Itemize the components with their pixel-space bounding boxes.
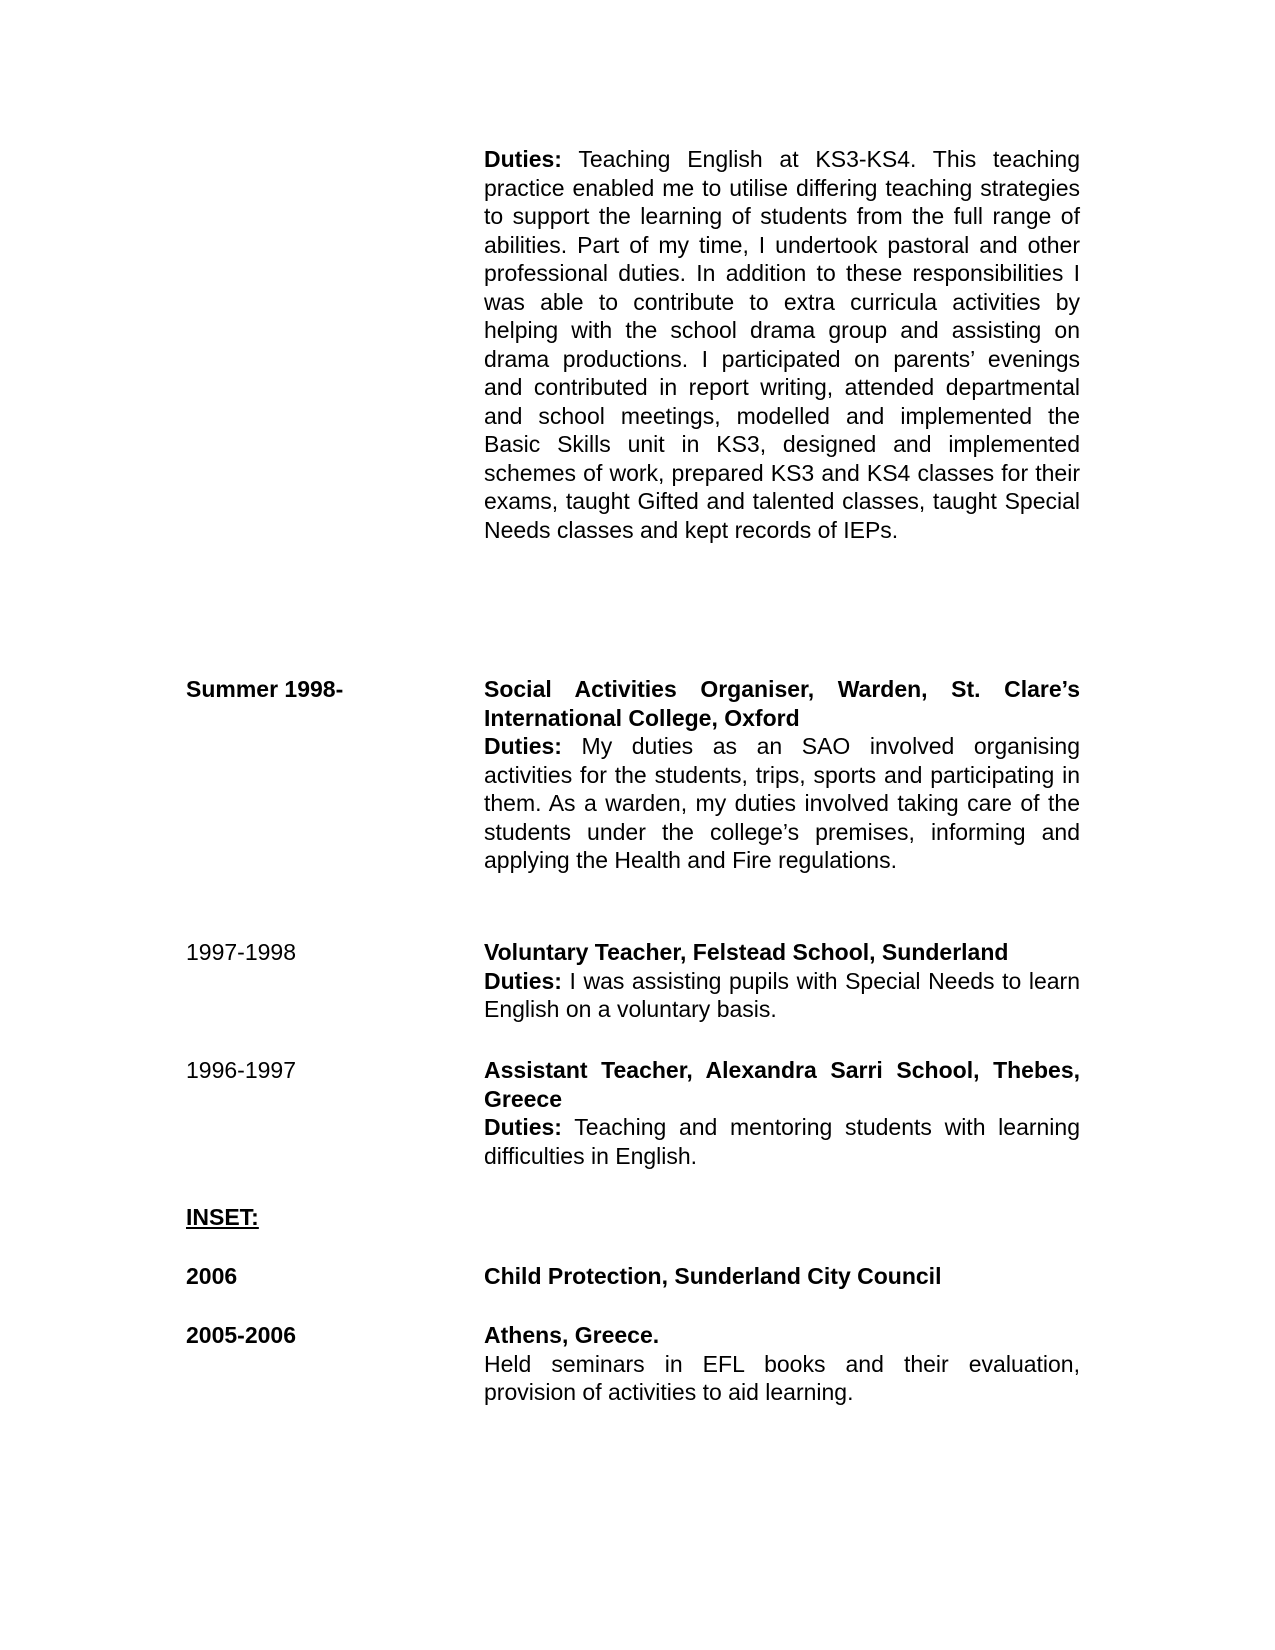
duties-text: I was assisting pupils with Special Needs to learn English on a voluntary basis. (484, 967, 1080, 1022)
experience-title: Social Activities Organiser, Warden, St. Clare’s International College, Oxford (484, 676, 1080, 731)
experience-duties (484, 967, 1080, 1024)
experience-title: Assistant Teacher, Alexandra Sarri School, Thebes, Greece (484, 1057, 1080, 1112)
intro-duties-block (484, 145, 1080, 544)
duties-label: Duties: (484, 967, 562, 994)
inset-entry (484, 1262, 1080, 1291)
intro-duties-paragraph (484, 145, 1080, 544)
duties-text: Teaching English at KS3-KS4. This teaching practice enabled me to utilise differing teaching strategies to support the learning of students from the full range of abilities. Part of my time, I undertook pastoral and other professional duties. In addition to these responsibilities I was able to contribute to extra curricula activities by helping with the school drama group and assisting on drama productions. I participated on parents’ evenings and contributed in report writing, attended departmental and school meetings, modelled and implemented the Basic Skills unit in KS3, designed and implemented schemes of work, prepared KS3 and KS4 classes for their exams, taught Gifted and talented classes, taught Special Needs classes and kept records of IEPs. (484, 146, 1080, 543)
inset-date: 2006 (186, 1263, 238, 1289)
inset-date: 2005-2006 (186, 1322, 296, 1348)
duties-label: Duties: (484, 733, 562, 759)
duties-label: Duties: (484, 146, 562, 172)
experience-duties (484, 732, 1080, 875)
experience-title: Voluntary Teacher, Felstead School, Sunderland (484, 939, 1009, 965)
inset-title: Child Protection, Sunderland City Council (484, 1263, 942, 1289)
inset-entry (484, 1321, 1080, 1407)
experience-entry (484, 1056, 1080, 1170)
experience-duties (484, 1113, 1080, 1170)
experience-entry (484, 675, 1080, 875)
duties-text: Teaching and mentoring students with learning difficulties in English. (484, 1114, 1080, 1169)
experience-date: Summer 1998- (186, 676, 344, 702)
inset-heading: INSET: (186, 1204, 259, 1230)
experience-date: 1997-1998 (186, 939, 296, 965)
inset-text: Held seminars in EFL books and their evaluation, provision of activities to aid learning. (484, 1350, 1080, 1405)
experience-date: 1996-1997 (186, 1057, 296, 1083)
duties-label: Duties: (484, 1114, 562, 1140)
inset-title: Athens, Greece. (484, 1322, 660, 1348)
duties-text: My duties as an SAO involved organising activities for the students, trips, sports and participating in them. As a warden, my duties involved taking care of the students under the college’s premises, informing and applying the Health and Fire regulations. (484, 733, 1080, 873)
experience-entry (484, 938, 1080, 1024)
